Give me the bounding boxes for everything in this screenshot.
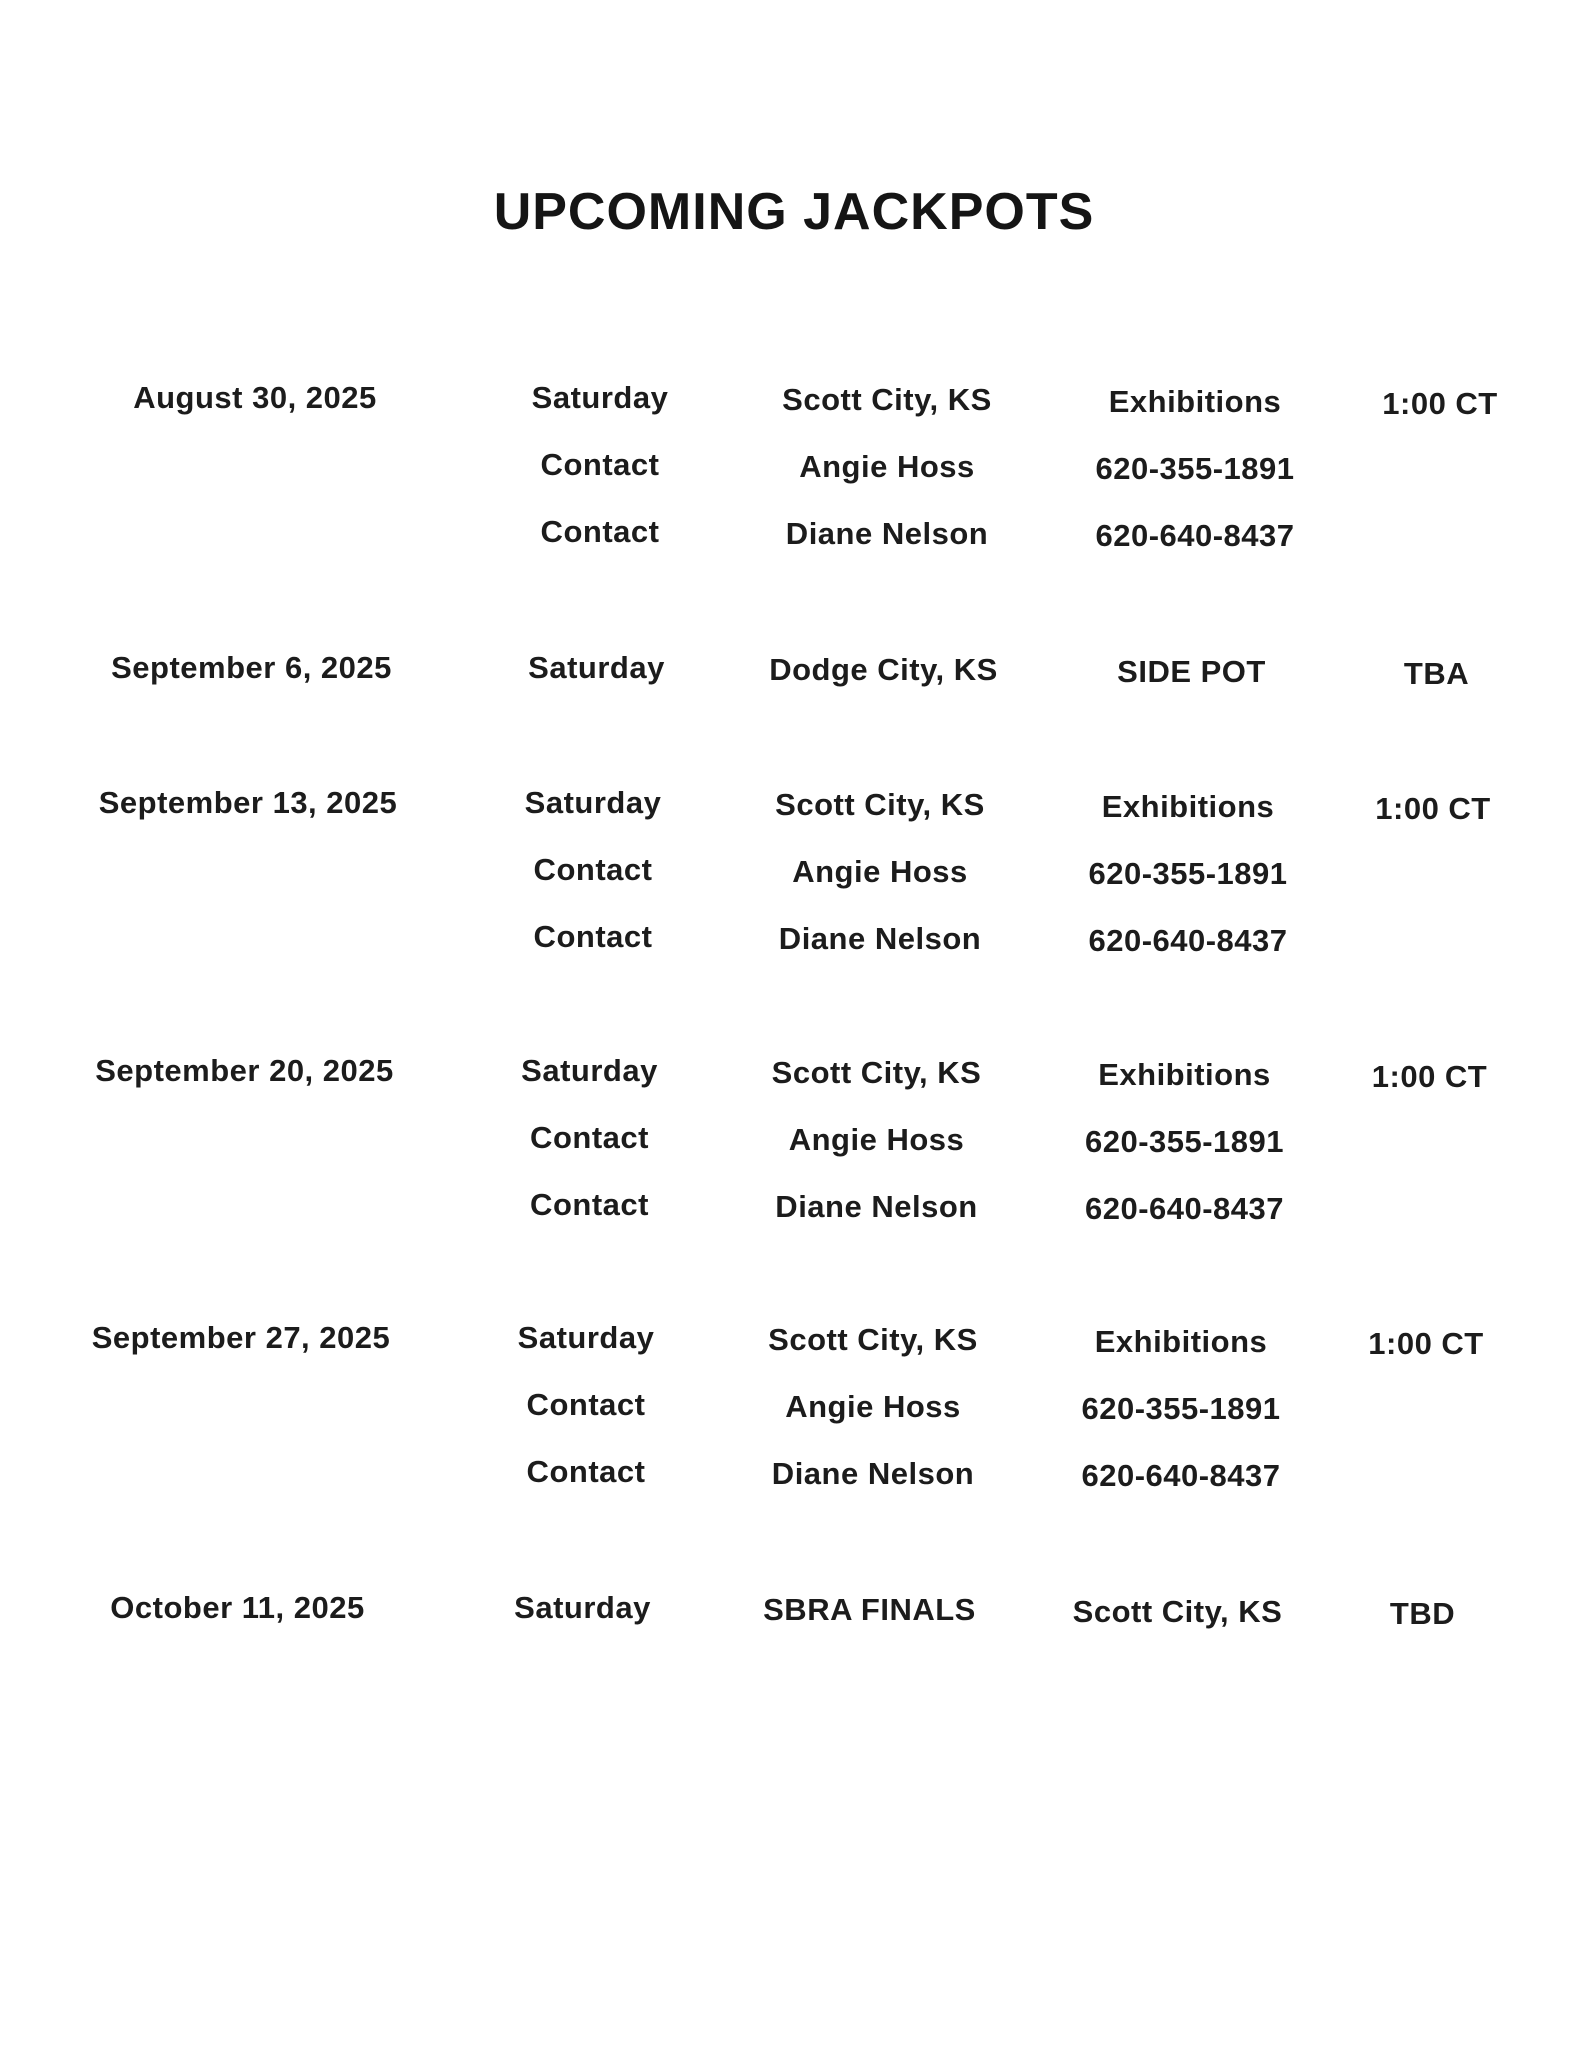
event-date: October 11, 2025 — [110, 1590, 365, 1625]
event-time: 1:00 CT — [1368, 1326, 1484, 1361]
contact-label: Contact — [526, 1454, 646, 1489]
contact-name: Diane Nelson — [771, 1456, 975, 1491]
contact-label: Contact — [540, 447, 660, 482]
contact-label: Contact — [540, 514, 660, 549]
event-time: 1:00 CT — [1375, 791, 1491, 826]
event-location: Scott City, KS — [771, 1055, 982, 1090]
event-detail: Scott City, KS — [1072, 1594, 1283, 1629]
contact-name: Diane Nelson — [785, 516, 989, 551]
contact-name: Angie Hoss — [788, 1122, 965, 1157]
event-detail: Exhibitions — [1108, 384, 1282, 419]
contact-phone: 620-355-1891 — [1081, 1391, 1281, 1426]
contact-name: Angie Hoss — [799, 449, 975, 484]
contact-phone: 620-640-8437 — [1095, 518, 1295, 553]
event-date: September 13, 2025 — [98, 785, 398, 820]
event-date: September 27, 2025 — [91, 1320, 391, 1355]
contact-name: Angie Hoss — [792, 854, 968, 889]
event-time: TBD — [1389, 1596, 1456, 1631]
page-title: UPCOMING JACKPOTS — [493, 183, 1095, 241]
event-detail: Exhibitions — [1101, 789, 1275, 824]
event-day: Saturday — [514, 1590, 651, 1625]
event-time: 1:00 CT — [1371, 1059, 1488, 1094]
contact-phone: 620-355-1891 — [1088, 856, 1288, 891]
contact-phone: 620-355-1891 — [1084, 1124, 1285, 1159]
contact-name: Angie Hoss — [785, 1389, 961, 1424]
contact-label: Contact — [530, 1187, 649, 1222]
event-day: Saturday — [528, 650, 665, 685]
event-day: Saturday — [524, 785, 662, 820]
contact-phone: 620-640-8437 — [1081, 1458, 1281, 1493]
contact-label: Contact — [533, 919, 653, 954]
event-location: SBRA FINALS — [763, 1592, 976, 1627]
contact-label: Contact — [530, 1120, 649, 1155]
contact-label: Contact — [526, 1387, 646, 1422]
event-location: Scott City, KS — [768, 1322, 978, 1357]
event-date: September 20, 2025 — [95, 1053, 394, 1088]
event-time: TBA — [1403, 656, 1470, 691]
event-date: August 30, 2025 — [133, 380, 377, 415]
event-day: Saturday — [517, 1320, 655, 1355]
contact-phone: 620-640-8437 — [1088, 923, 1288, 958]
event-location: Scott City, KS — [775, 787, 985, 822]
event-time: 1:00 CT — [1382, 386, 1498, 421]
event-detail: SIDE POT — [1117, 654, 1266, 689]
event-location: Dodge City, KS — [769, 652, 998, 687]
contact-phone: 620-640-8437 — [1084, 1191, 1285, 1226]
contact-name: Diane Nelson — [775, 1189, 978, 1224]
event-day: Saturday — [531, 380, 669, 415]
event-day: Saturday — [521, 1053, 658, 1088]
event-location: Scott City, KS — [782, 382, 992, 417]
contact-label: Contact — [533, 852, 653, 887]
event-date: September 6, 2025 — [111, 650, 392, 685]
event-detail: Exhibitions — [1098, 1057, 1271, 1092]
event-detail: Exhibitions — [1094, 1324, 1268, 1359]
contact-name: Diane Nelson — [778, 921, 982, 956]
contact-phone: 620-355-1891 — [1095, 451, 1295, 486]
